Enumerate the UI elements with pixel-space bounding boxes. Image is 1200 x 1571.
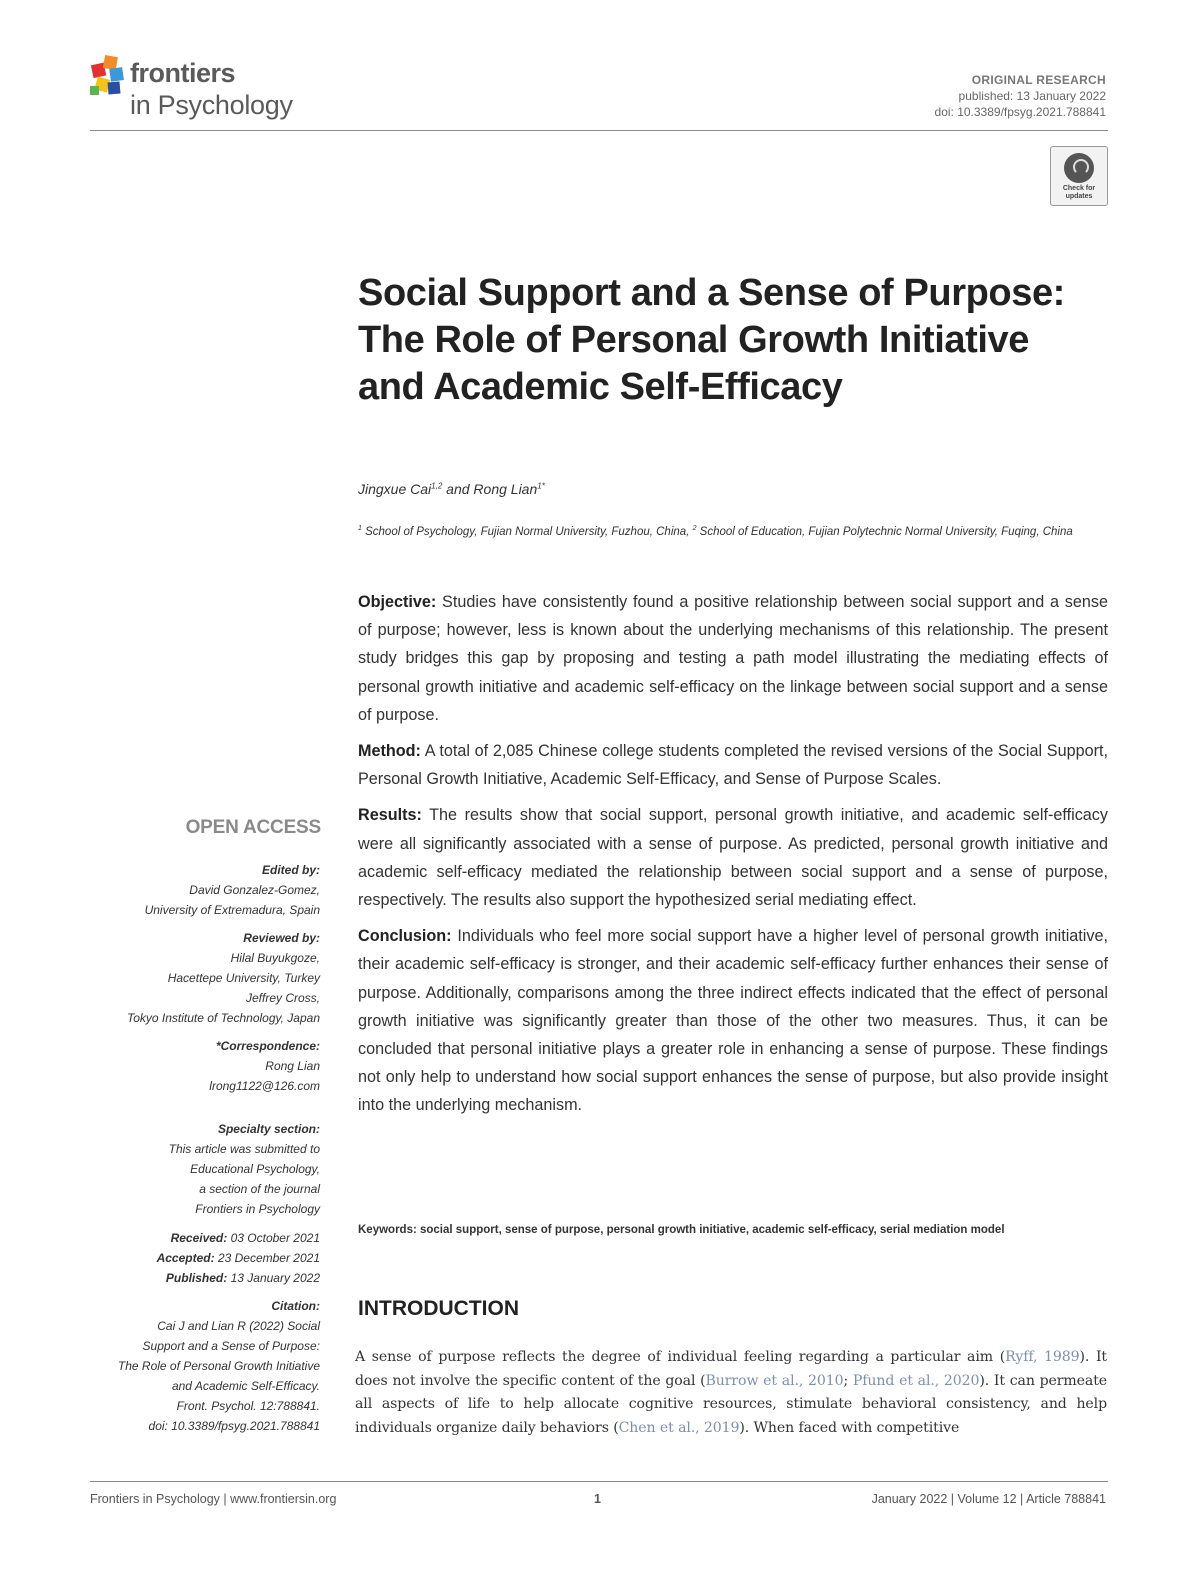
abstract-objective	[358, 588, 1108, 729]
logo-wordmark: frontiers	[130, 58, 236, 88]
accepted-label: Accepted:	[156, 1251, 215, 1265]
reviewer-2-name[interactable]: Jeffrey Cross,	[245, 991, 320, 1005]
author-2-affil: 1*	[537, 481, 545, 491]
published-date: published: 13 January 2022	[958, 89, 1106, 103]
correspondence-label: *Correspondence:	[215, 1039, 320, 1053]
intro-text: ). It does not involve the specific content of the goal (	[355, 1349, 1107, 1389]
intro-text: ). When faced with competitive	[739, 1419, 960, 1436]
conclusion-text: Individuals who feel more social support have a higher level of personal growth initiative, their academic self-efficacy is stronger, and their academic self-efficacy further enhances their sense of purpose. Additionally, comparisons among the three indirect effects indicated that the effect of personal growth initiative was significantly greater than those of the other two measures. Thus, it can be concluded that personal initiative plays a greater role in enhancing a sense of purpose. These findings not only help to understand how social support enhances the sense of purpose, but also provide insight into the underlying mechanism.	[358, 927, 1108, 1115]
abstract-conclusion	[358, 922, 1108, 1119]
reviewer-info	[127, 928, 320, 1028]
frontiers-logo-icon	[90, 52, 130, 102]
specialty-line: a section of the journal	[199, 1182, 320, 1196]
specialty-label: Specialty section:	[217, 1122, 320, 1136]
citation-line: Cai J and Lian R (2022) Social	[157, 1319, 320, 1333]
affil-2-marker: 2	[692, 525, 697, 532]
specialty-line: Frontiers in Psychology	[195, 1202, 320, 1216]
editor-info	[145, 860, 320, 920]
citation-line: Front. Psychol. 12:788841.	[176, 1399, 320, 1413]
affiliations	[358, 518, 1108, 543]
method-text: A total of 2,085 Chinese college students completed the revised versions of the Social Support, Personal Growth Initiative, Academic Self-Efficacy, and Sense of Purpose Scales.	[358, 742, 1108, 789]
accepted-date: 23 December 2021	[214, 1251, 320, 1265]
footer-issue-info: January 2022 | Volume 12 | Article 788841	[871, 1492, 1106, 1506]
specialty-line: This article was submitted to	[168, 1142, 320, 1156]
introduction-paragraph	[355, 1346, 1107, 1440]
objective-label: Objective:	[358, 593, 437, 611]
published-date-sidebar: 13 January 2022	[227, 1271, 320, 1285]
author-list	[358, 481, 545, 497]
citation-link[interactable]: Chen et al., 2019	[618, 1419, 740, 1436]
journal-logo	[90, 48, 320, 128]
editor-name[interactable]: David Gonzalez-Gomez,	[189, 883, 320, 897]
citation-doi[interactable]: doi: 10.3389/fpsyg.2021.788841	[148, 1419, 320, 1433]
correspondence-info	[209, 1036, 320, 1096]
intro-text: ). It can permeate all aspects of life to help allocate cognitive resources, stimulate behavioral consistency, and help individuals organize daily behaviors (	[355, 1372, 1108, 1436]
citation-line: Support and a Sense of Purpose:	[142, 1339, 320, 1353]
citation-link[interactable]: Ryff, 1989	[1005, 1349, 1080, 1365]
citation-line: and Academic Self-Efficacy.	[171, 1379, 320, 1393]
open-access-label: OPEN ACCESS	[185, 817, 321, 838]
abstract	[358, 588, 1108, 1128]
edited-by-label: Edited by:	[261, 863, 320, 877]
author-2[interactable]: and Rong Lian	[442, 481, 538, 497]
citation-link[interactable]: Pfund et al., 2020	[852, 1372, 980, 1389]
page-number: 1	[594, 1492, 601, 1506]
footer-divider	[90, 1481, 1108, 1482]
reviewer-1-affiliation: Hacettepe University, Turkey	[167, 971, 320, 985]
abstract-method	[358, 737, 1108, 793]
article-dates	[157, 1228, 320, 1288]
introduction-heading: INTRODUCTION	[358, 1297, 519, 1320]
article-title: Social Support and a Sense of Purpose: The Role of Personal Growth Initiative and Academic Self-Efficacy	[358, 272, 1065, 408]
correspondent-email[interactable]: lrong1122@126.com	[209, 1079, 320, 1093]
header-divider	[90, 130, 1108, 131]
reviewer-1-name[interactable]: Hilal Buyukgoze,	[230, 951, 320, 965]
check-for-updates-badge[interactable]	[1050, 146, 1108, 206]
affil-1-marker: 1	[358, 525, 362, 532]
check-updates-icon	[1064, 153, 1094, 183]
intro-text: ;	[843, 1372, 853, 1389]
specialty-section	[169, 1119, 320, 1219]
citation-link[interactable]: Burrow et al., 2010	[705, 1372, 844, 1389]
received-date: 03 October 2021	[227, 1231, 320, 1245]
logo-journal-name: in Psychology	[130, 90, 293, 120]
results-text: The results show that social support, personal growth initiative, and academic self-efficacy were all significantly associated with a sense of purpose. As predicted, personal growth initiative and academic self-efficacy mediated the relationship between social support and a sense of purpose, respectively. The results also support the hypothesized serial mediating effect.	[358, 806, 1108, 910]
affiliation-2: School of Education, Fujian Polytechnic Normal University, Fuqing, China	[696, 525, 1073, 538]
conclusion-label: Conclusion:	[358, 927, 452, 946]
specialty-line: Educational Psychology,	[190, 1162, 320, 1176]
reviewed-by-label: Reviewed by:	[243, 931, 320, 945]
footer-journal[interactable]: Frontiers in Psychology | www.frontiersin.org	[90, 1492, 337, 1506]
published-label: Published:	[165, 1271, 228, 1285]
editor-affiliation: University of Extremadura, Spain	[144, 903, 320, 917]
method-label: Method:	[358, 742, 421, 761]
keywords: Keywords: social support, sense of purpose, personal growth initiative, academic self-efficacy, serial mediation model	[358, 1224, 1005, 1236]
citation-line: The Role of Personal Growth Initiative	[117, 1359, 320, 1373]
objective-text: Studies have consistently found a positive relationship between social support and a sense of purpose; however, less is known about the underlying mechanisms of this relationship. The present study bridges this gap by proposing and testing a path model illustrating the mediating effects of personal growth initiative and academic self-efficacy on the linkage between social support and a sense of purpose.	[358, 593, 1108, 724]
author-1-affil: 1,2	[431, 481, 443, 491]
abstract-results	[358, 801, 1108, 914]
article-meta-header	[935, 72, 1106, 120]
citation-block	[118, 1296, 320, 1436]
article-type: ORIGINAL RESEARCH	[971, 73, 1106, 87]
intro-text: A sense of purpose reflects the degree of individual feeling regarding a particular aim (	[355, 1349, 1006, 1365]
check-updates-label: Check for updates	[1062, 185, 1096, 200]
results-label: Results:	[358, 806, 422, 825]
correspondent-name: Rong Lian	[265, 1059, 320, 1073]
affiliation-1: School of Psychology, Fujian Normal University, Fuzhou, China,	[361, 525, 693, 538]
citation-label: Citation:	[271, 1299, 320, 1313]
received-label: Received:	[170, 1231, 228, 1245]
author-1[interactable]: Jingxue Cai	[358, 481, 432, 497]
doi[interactable]: doi: 10.3389/fpsyg.2021.788841	[934, 105, 1106, 119]
reviewer-2-affiliation: Tokyo Institute of Technology, Japan	[126, 1011, 320, 1025]
